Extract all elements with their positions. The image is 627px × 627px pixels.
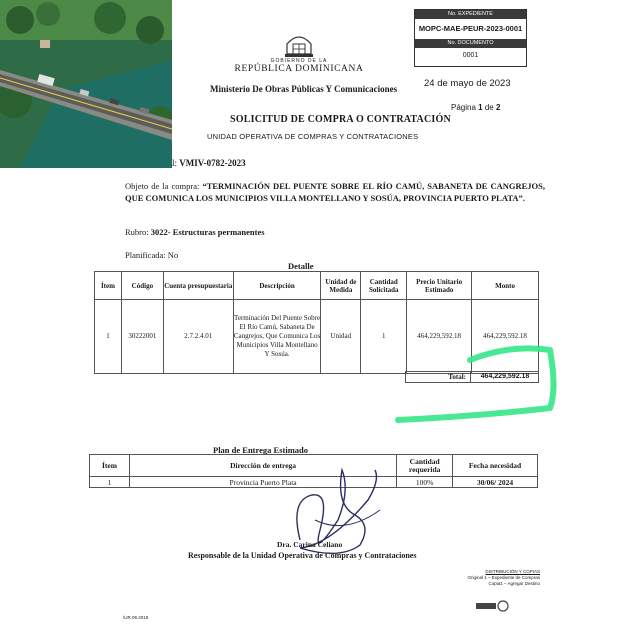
bridge-photo xyxy=(0,0,172,168)
rubro: Rubro: 3022- Estructuras permanentes xyxy=(125,227,265,237)
table-header-row xyxy=(90,455,538,477)
detalle-title: Detalle xyxy=(288,261,314,271)
col-header: Fecha necesidad xyxy=(453,455,538,477)
footer-code: /UR.09.2019 xyxy=(123,615,149,620)
signatory-name: Dra. Carina Celiano xyxy=(277,540,343,549)
total-row xyxy=(405,371,539,383)
col-header: Código xyxy=(121,272,163,300)
col-header: Cuenta presupuestaria xyxy=(163,272,233,300)
documento-label: No. DOCUMENTO xyxy=(415,39,526,48)
distribution-copies: DISTRIBUCIÓN Y COPIAS Original 1 – Expediente de Compras Copia1 – Agregar Destino xyxy=(467,569,540,586)
signatory-role: Responsable de la Unidad Operativa de Compras y Contrataciones xyxy=(188,551,417,560)
country-name: REPÚBLICA DOMINICANA xyxy=(234,64,364,74)
total-value: 464,229,592.18 xyxy=(480,373,530,380)
plan-entrega-title: Plan de Entrega Estimado xyxy=(213,445,309,455)
document-subtitle: UNIDAD OPERATIVA DE COMPRAS Y CONTRATACIONES xyxy=(207,132,419,141)
table-header-row xyxy=(95,272,539,300)
reference-code: l: VMIV-0782-2023 xyxy=(172,158,246,168)
col-header: Ítem xyxy=(95,272,122,300)
ministry-name: Ministerio De Obras Públicas Y Comunicaciones xyxy=(210,84,398,94)
table-row: 1 30222001 2.7.2.4.01 Terminación Del Puente Sobre El Río Camú, Sabaneta De Cangrejos, Que Comunica Los Municipios Villa Montellano Y Sosúa. Unidad 1 464,229,592.18 464,229,592.18 xyxy=(95,300,539,374)
government-line: GOBIERNO DE LA xyxy=(270,58,328,64)
objeto-compra xyxy=(125,180,545,204)
total-label: Total: xyxy=(406,372,471,382)
mopc-small-logo xyxy=(476,600,510,612)
col-header: Dirección de entrega xyxy=(129,455,396,477)
document-title: SOLICITUD DE COMPRA O CONTRATACIÓN xyxy=(230,114,451,125)
col-header: Descripción xyxy=(233,272,321,300)
expediente-label: No. EXPEDIENTE xyxy=(415,10,526,19)
detalle-table xyxy=(94,271,539,374)
plan-entrega-table xyxy=(89,454,538,488)
col-header: Ítem xyxy=(90,455,130,477)
coat-of-arms-logo xyxy=(283,32,315,58)
col-header: Cantidad Solicitada xyxy=(361,272,407,300)
expediente-value: MOPC-MAE-PEUR-2023-0001 xyxy=(418,24,523,33)
table-row: 1 Provincia Puerto Plata 100% 30/06/ 2024 xyxy=(90,477,538,488)
expediente-box xyxy=(414,9,527,67)
planificada: Planificada: No xyxy=(125,250,179,260)
objeto-text: “TERMINACIÓN DEL PUENTE SOBRE EL RÍO CAMÚ, SABANETA DE CANGREJOS, QUE COMUNICA LOS MUNICIPIOS VILLA MONTELLANO Y SOSÚA, PROVINCIA PUERTO PLATA”. xyxy=(125,181,546,203)
col-header: Cantidad requerida xyxy=(397,455,453,477)
documento-value: 0001 xyxy=(462,52,479,59)
document-date: 24 de mayo de 2023 xyxy=(424,78,511,89)
col-header: Monto xyxy=(472,272,539,300)
page-indicator: Página 1 de 2 xyxy=(451,103,501,112)
objeto-label: Objeto de la compra: xyxy=(125,181,200,191)
col-header: Unidad de Medida xyxy=(321,272,361,300)
col-header: Precio Unitario Estimado xyxy=(407,272,472,300)
